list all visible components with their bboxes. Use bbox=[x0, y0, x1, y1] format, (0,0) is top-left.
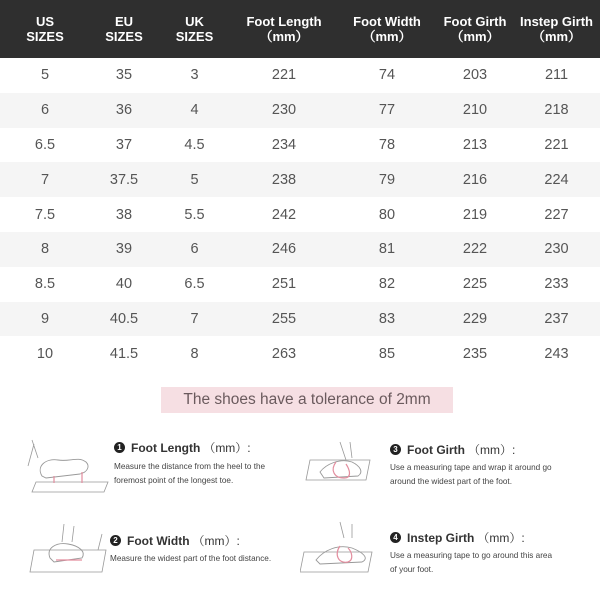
table-cell: 83 bbox=[337, 302, 437, 337]
guide-instep-girth bbox=[300, 520, 600, 600]
column-header-line: （mm） bbox=[362, 29, 412, 44]
guide-foot-width bbox=[20, 520, 320, 600]
table-cell: 255 bbox=[231, 302, 337, 337]
table-cell: 246 bbox=[231, 232, 337, 267]
table-cell: 243 bbox=[544, 345, 569, 362]
table-row bbox=[0, 267, 600, 302]
table-cell: 35 bbox=[115, 67, 133, 84]
foot-length-icon bbox=[24, 436, 114, 496]
table-cell: 5 bbox=[40, 67, 50, 84]
column-header-line: UK bbox=[185, 14, 204, 29]
guide-description-line: Use a measuring tape and wrap it around go bbox=[390, 463, 552, 472]
table-cell: 38 bbox=[115, 206, 133, 223]
table-cell: 6 bbox=[158, 232, 231, 267]
table-cell: 74 bbox=[378, 67, 396, 84]
table-cell: 227 bbox=[544, 206, 569, 223]
column-header-line: Instep Girth bbox=[520, 14, 593, 29]
guide-unit: （mm）: bbox=[477, 531, 525, 545]
guide-number: 2 bbox=[110, 535, 121, 546]
table-cell: 211 bbox=[544, 67, 569, 84]
size-chart-body bbox=[0, 58, 600, 371]
table-cell: 251 bbox=[271, 276, 297, 293]
table-cell: 218 bbox=[513, 93, 600, 128]
table-cell: 229 bbox=[437, 302, 513, 337]
column-header-line: SIZES bbox=[26, 29, 64, 44]
table-cell: 10 bbox=[36, 345, 54, 362]
table-cell: 85 bbox=[378, 345, 396, 362]
table-cell: 237 bbox=[513, 302, 600, 337]
guide-foot-length bbox=[24, 436, 324, 516]
table-cell: 82 bbox=[378, 276, 396, 293]
column-header-line: SIZES bbox=[175, 29, 214, 44]
column-header-line: Foot Length bbox=[246, 14, 322, 29]
table-cell: 230 bbox=[513, 232, 600, 267]
table-cell: 6.5 bbox=[184, 276, 205, 293]
table-cell: 242 bbox=[271, 206, 297, 223]
column-header bbox=[437, 0, 513, 58]
table-cell: 4 bbox=[158, 93, 231, 128]
column-header-line: US bbox=[35, 14, 55, 29]
guide-number: 3 bbox=[390, 444, 401, 455]
table-cell: 7 bbox=[0, 162, 90, 197]
table-cell: 37.5 bbox=[90, 162, 158, 197]
table-row bbox=[0, 232, 600, 267]
table-cell: 8 bbox=[0, 232, 90, 267]
table-cell: 41.5 bbox=[109, 345, 139, 362]
size-chart-header bbox=[0, 0, 600, 58]
table-cell: 235 bbox=[462, 345, 488, 362]
column-header-line: Foot Girth bbox=[443, 14, 507, 29]
table-cell: 37 bbox=[115, 136, 133, 153]
column-header-line: （mm） bbox=[450, 29, 500, 44]
table-cell: 221 bbox=[271, 67, 297, 84]
table-cell: 78 bbox=[378, 136, 396, 153]
table-cell: 36 bbox=[90, 93, 158, 128]
table-cell: 203 bbox=[462, 67, 488, 84]
column-header bbox=[158, 0, 231, 58]
table-cell: 213 bbox=[462, 136, 488, 153]
table-cell: 6.5 bbox=[34, 136, 56, 153]
guide-description-line: around the widest part of the foot. bbox=[390, 477, 512, 486]
table-row bbox=[0, 162, 600, 197]
table-cell: 5 bbox=[158, 162, 231, 197]
table-cell: 77 bbox=[337, 93, 437, 128]
column-header-line: SIZES bbox=[105, 29, 143, 44]
table-row bbox=[0, 336, 600, 371]
instep-girth-icon bbox=[300, 520, 390, 576]
column-header bbox=[231, 0, 337, 58]
table-cell: 39 bbox=[90, 232, 158, 267]
column-header-line: Foot Width bbox=[353, 14, 421, 29]
guide-description-line: Use a measuring tape to go around this area bbox=[390, 551, 553, 560]
tolerance-note: The shoes have a tolerance of 2mm bbox=[161, 387, 453, 413]
table-cell: 230 bbox=[231, 93, 337, 128]
guide-number: 4 bbox=[390, 532, 401, 543]
table-cell: 81 bbox=[337, 232, 437, 267]
table-cell: 238 bbox=[231, 162, 337, 197]
guide-unit: （mm）: bbox=[467, 443, 516, 457]
foot-girth-icon bbox=[300, 436, 390, 496]
table-cell: 4.5 bbox=[184, 136, 205, 153]
guide-title: Instep Girth bbox=[407, 530, 475, 545]
column-header-line: （mm） bbox=[531, 29, 582, 44]
table-cell: 7.5 bbox=[34, 206, 56, 223]
column-header-line: （mm） bbox=[259, 29, 309, 44]
guide-description-line: of your foot. bbox=[390, 565, 434, 574]
guide-description-line: foremost point of the longest toe. bbox=[114, 476, 234, 485]
guide-title: Foot Width bbox=[127, 533, 190, 548]
table-cell: 8.5 bbox=[34, 276, 56, 293]
table-cell: 234 bbox=[271, 136, 297, 153]
table-cell: 79 bbox=[337, 162, 437, 197]
column-header bbox=[90, 0, 158, 58]
column-header bbox=[513, 0, 600, 58]
table-cell: 40.5 bbox=[90, 302, 158, 337]
guide-title: Foot Girth bbox=[407, 442, 465, 457]
table-row bbox=[0, 197, 600, 232]
guide-description-line: Measure the widest part of the foot distance. bbox=[110, 554, 272, 563]
guide-description-line: Measure the distance from the heel to the bbox=[114, 462, 266, 471]
column-header-line: EU bbox=[114, 14, 134, 29]
table-cell: 224 bbox=[513, 162, 600, 197]
table-cell: 222 bbox=[437, 232, 513, 267]
table-row bbox=[0, 93, 600, 128]
foot-width-icon bbox=[20, 520, 110, 576]
table-cell: 40 bbox=[115, 276, 133, 293]
table-cell: 5.5 bbox=[184, 206, 205, 223]
guide-unit: （mm）: bbox=[203, 441, 251, 455]
column-header bbox=[337, 0, 437, 58]
table-row bbox=[0, 58, 600, 93]
table-cell: 263 bbox=[271, 345, 297, 362]
table-cell: 221 bbox=[544, 136, 569, 153]
table-cell: 210 bbox=[437, 93, 513, 128]
guide-foot-girth bbox=[300, 436, 600, 516]
table-cell: 225 bbox=[462, 276, 488, 293]
table-cell: 8 bbox=[190, 345, 199, 362]
column-header bbox=[0, 0, 90, 58]
guide-title: Foot Length bbox=[131, 440, 201, 455]
table-cell: 216 bbox=[437, 162, 513, 197]
table-cell: 233 bbox=[544, 276, 569, 293]
table-cell: 7 bbox=[158, 302, 231, 337]
guide-unit: （mm）: bbox=[192, 534, 240, 548]
table-row bbox=[0, 302, 600, 337]
table-cell: 80 bbox=[378, 206, 396, 223]
table-cell: 9 bbox=[0, 302, 90, 337]
guide-number: 1 bbox=[114, 442, 125, 453]
table-row bbox=[0, 128, 600, 163]
table-cell: 3 bbox=[190, 67, 199, 84]
table-cell: 6 bbox=[0, 93, 90, 128]
table-cell: 219 bbox=[462, 206, 488, 223]
